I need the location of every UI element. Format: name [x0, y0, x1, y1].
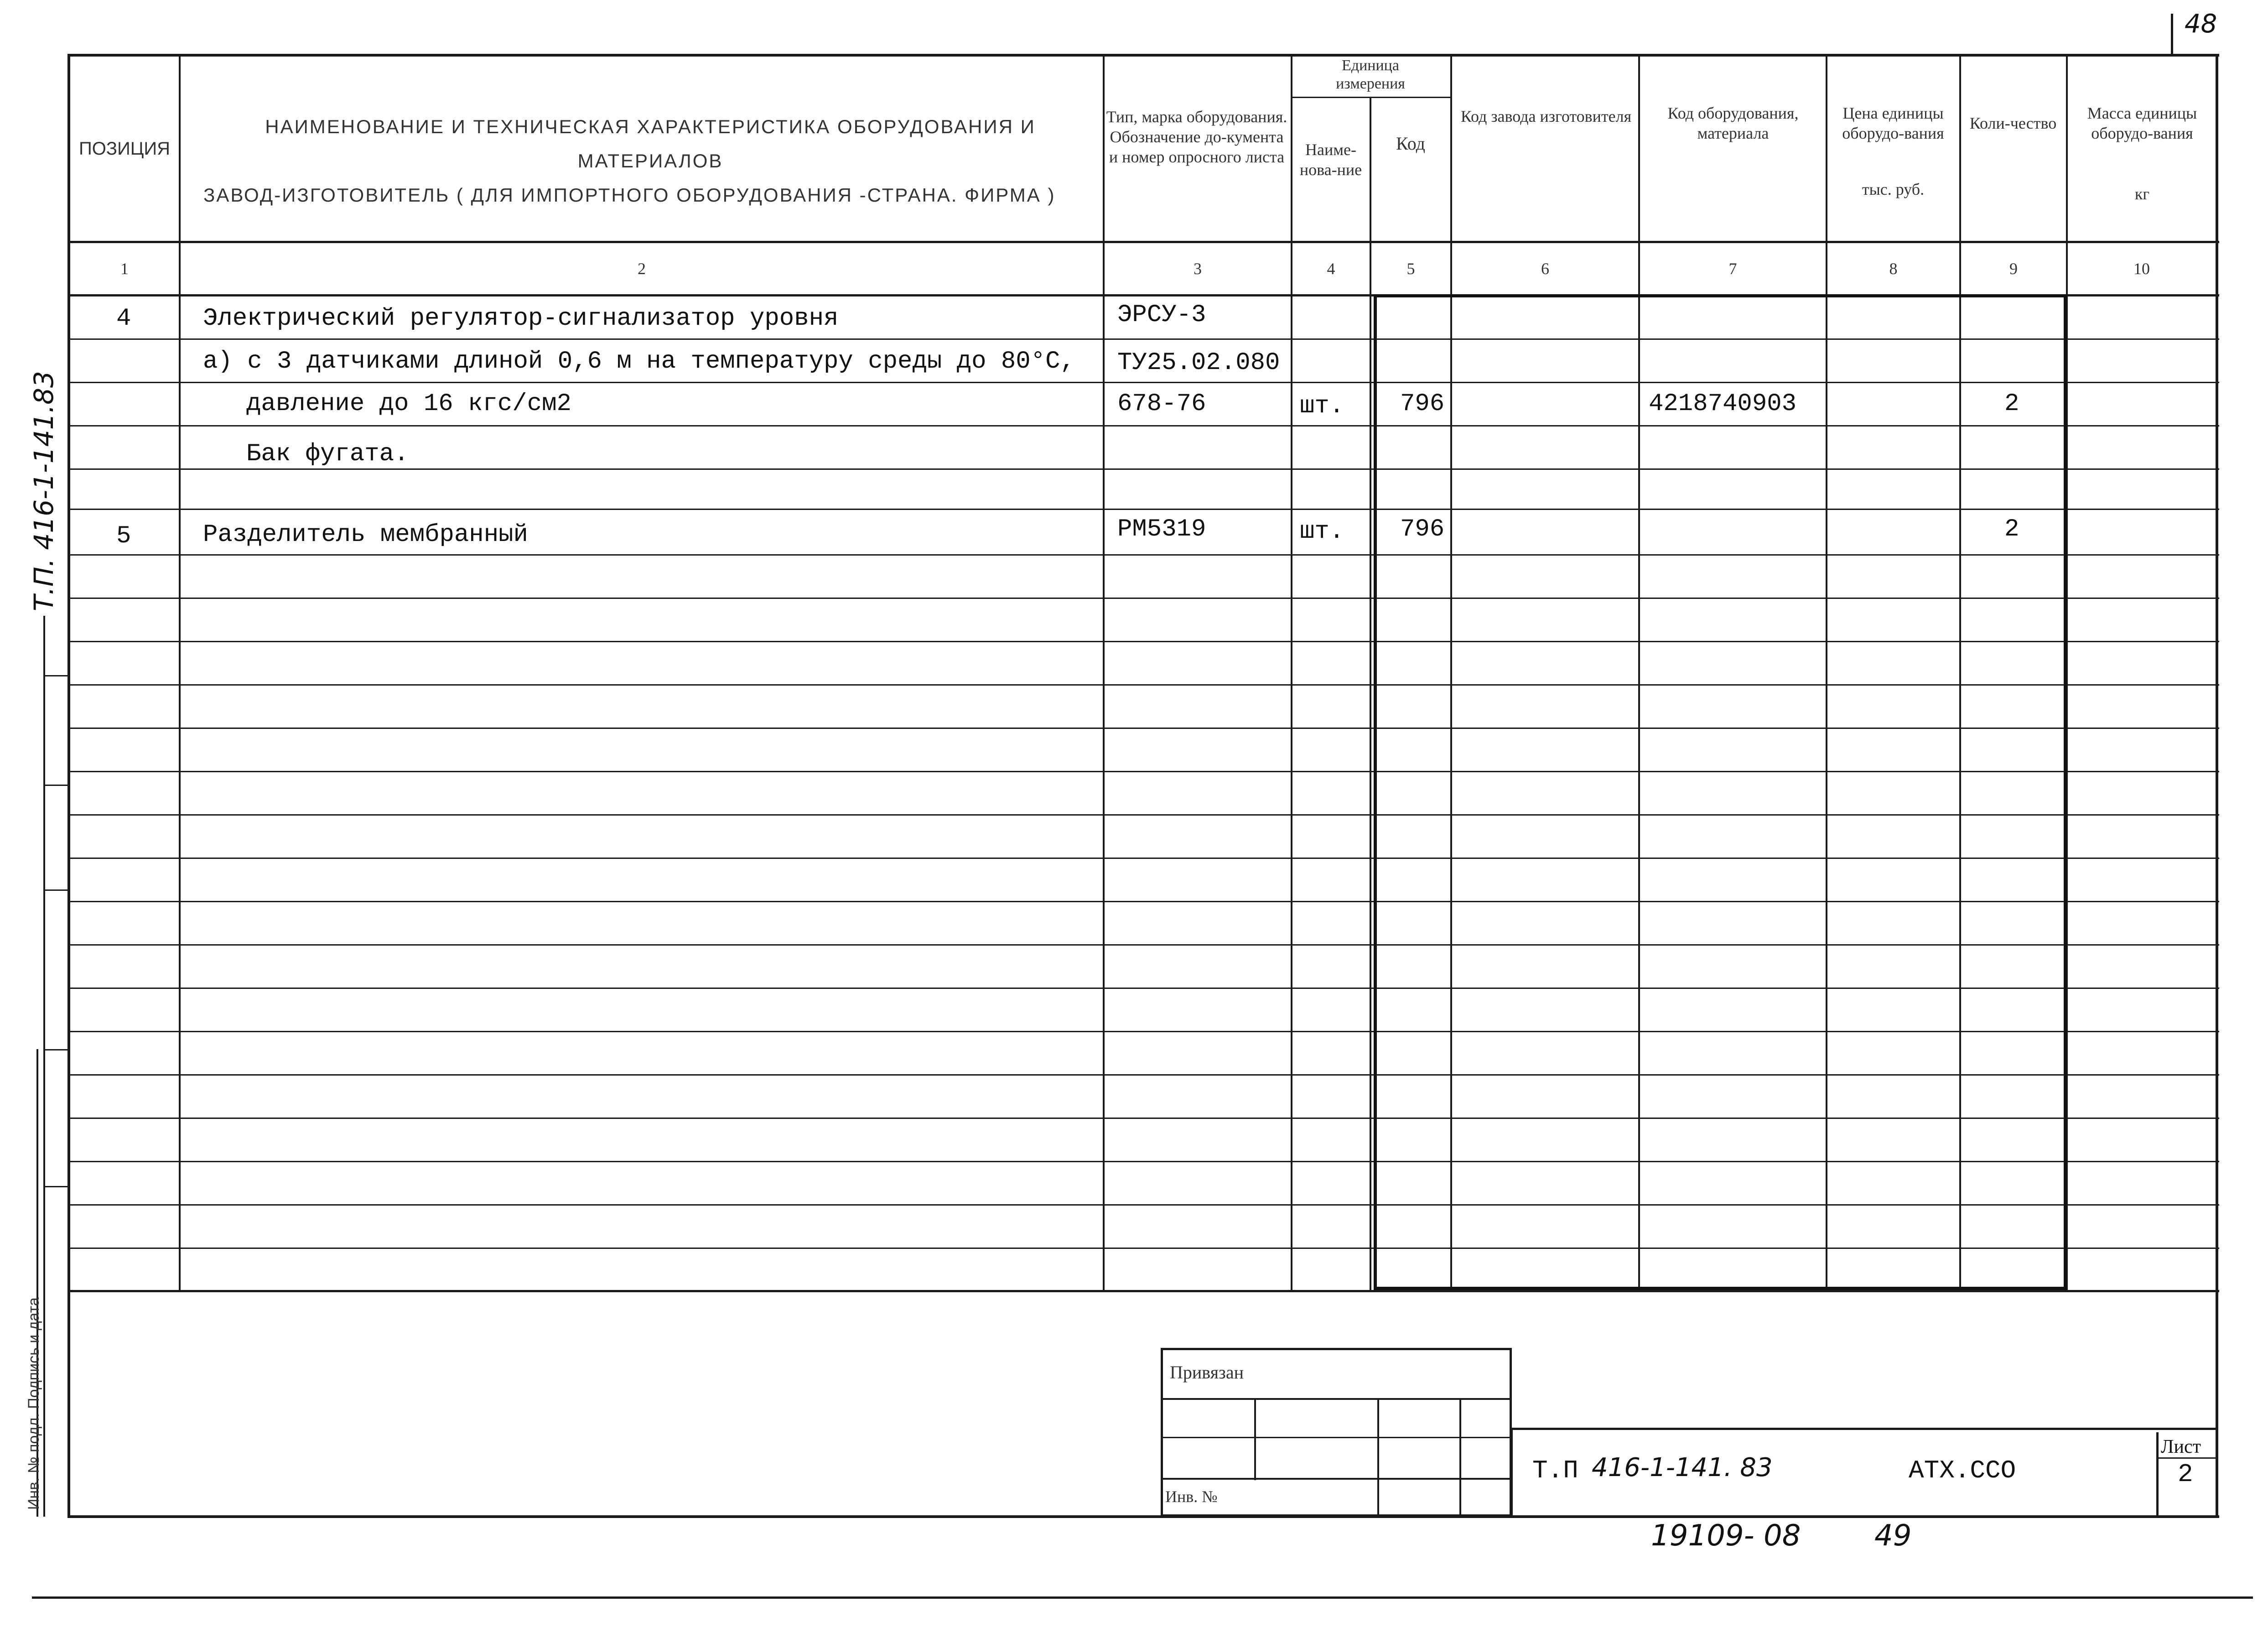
side-stamp-labels: Инв. № подл. Подпись и дата	[25, 1297, 42, 1510]
sheet-label: Лист	[2161, 1436, 2201, 1457]
row-0-name: Электрический регулятор-сигнализатор уровня	[203, 305, 839, 333]
colnum: 10	[2133, 260, 2150, 278]
row-5-unit: шт.	[1300, 518, 1344, 546]
page-number: 48	[2185, 9, 2217, 39]
outer-baseline	[32, 1596, 2253, 1599]
hdr-name-line2: МАТЕРИАЛОВ	[577, 150, 723, 172]
hdr-position: ПОЗИЦИЯ	[79, 139, 170, 159]
col-sep-3	[1291, 54, 1292, 1291]
side-strip-tick	[43, 675, 68, 676]
colnum: 6	[1541, 260, 1549, 278]
doc-code: АТХ.ССО	[1909, 1456, 2016, 1485]
side-doc-number: Т.П. 416-1-141.83	[28, 371, 59, 611]
hdr-unit-name: Наиме-нова-ние	[1299, 140, 1362, 179]
side-strip-tick	[43, 889, 68, 891]
colnum: 3	[1194, 260, 1202, 278]
row-2-qty: 2	[2004, 390, 2019, 418]
footer-archive-number: 19109- 08	[1651, 1519, 1801, 1553]
colnum: 4	[1327, 260, 1335, 278]
hdr-name-line1: НАИМЕНОВАНИЕ И ТЕХНИЧЕСКАЯ ХАРАКТЕРИСТИКА ОБОРУДОВАНИЯ И	[265, 116, 1036, 137]
colnum: 5	[1406, 260, 1415, 278]
hdr-unit-code: Код	[1396, 133, 1425, 154]
frame-right	[2216, 54, 2218, 1518]
row-3-name: Бак фугата.	[246, 440, 409, 468]
hdr-type: Тип, марка оборудования. Обозначение до-кумента и номер опросного листа	[1106, 108, 1287, 166]
colnum: 9	[2009, 260, 2018, 278]
side-strip-tick	[43, 785, 68, 786]
row-2-type: 678-76	[1117, 390, 1206, 418]
row-5-pos: 5	[116, 522, 131, 550]
stamp-vline	[1254, 1398, 1256, 1480]
colnum: 2	[638, 260, 646, 278]
row-2-unit: шт.	[1300, 392, 1344, 420]
hdr-qty: Коли-чество	[1969, 114, 2057, 132]
row-5-qty: 2	[2004, 515, 2019, 543]
stamp-inv-label: Инв. №	[1165, 1487, 1218, 1506]
hdr-price-unit: тыс. руб.	[1862, 180, 1925, 198]
row-1-name: а) с 3 датчиками длиной 0,6 м на температуру среды до 80°С,	[203, 348, 1075, 375]
row-5-type: РМ5319	[1117, 515, 1206, 543]
row-0-type: ЭРСУ-3	[1117, 301, 1206, 329]
sheet-number: 2	[2178, 1460, 2193, 1489]
hdr-price: Цена единицы оборудо-вания	[1842, 104, 1944, 142]
stamp-privyazan-label: Привязан	[1170, 1362, 1244, 1383]
table-bottom-line	[67, 1290, 2219, 1292]
stamp-vline	[1459, 1398, 1461, 1517]
row-2-name: давление до 16 кгс/см2	[246, 390, 571, 418]
colnum: 7	[1728, 260, 1737, 278]
hdr-mass-unit: кг	[2134, 185, 2150, 203]
row-5-code: 796	[1400, 515, 1445, 543]
row-2-code: 796	[1400, 390, 1445, 418]
side-strip-tick	[43, 1049, 68, 1050]
colnum: 1	[120, 260, 129, 278]
hdr-mass: Масса единицы оборудо-вания	[2087, 104, 2197, 142]
doc-number-prefix: Т.П	[1532, 1456, 1578, 1485]
hdr-unit-group-label: Единица измерения	[1336, 57, 1405, 92]
stamp-vline	[1377, 1398, 1379, 1517]
side-strip-line	[43, 616, 45, 1517]
side-strip-tick	[43, 1186, 68, 1187]
page-num-tick	[2171, 14, 2173, 54]
row-5-name: Разделитель мембранный	[203, 521, 528, 549]
hdr-equip-code: Код оборудования, материала	[1667, 104, 1799, 142]
hdr-name	[181, 57, 1103, 241]
colnum: 8	[1889, 260, 1898, 278]
doc-number-handwritten: 416-1-141. 83	[1592, 1453, 1773, 1482]
footer-page-number: 49	[1874, 1519, 1912, 1553]
row-1-type: ТУ25.02.080	[1117, 349, 1280, 377]
hdr-plant-code: Код завода изготовителя	[1460, 107, 1632, 125]
hdr-name-line3: ЗАВОД-ИЗГОТОВИТЕЛЬ ( ДЛЯ ИМПОРТНОГО ОБОРУДОВАНИЯ -СТРАНА. ФИРМА )	[203, 184, 1056, 206]
col-sep-2	[1103, 54, 1105, 1291]
row-2-equip-code: 4218740903	[1649, 390, 1797, 418]
row-0-pos: 4	[116, 305, 131, 333]
bold-block	[1374, 294, 2067, 1290]
